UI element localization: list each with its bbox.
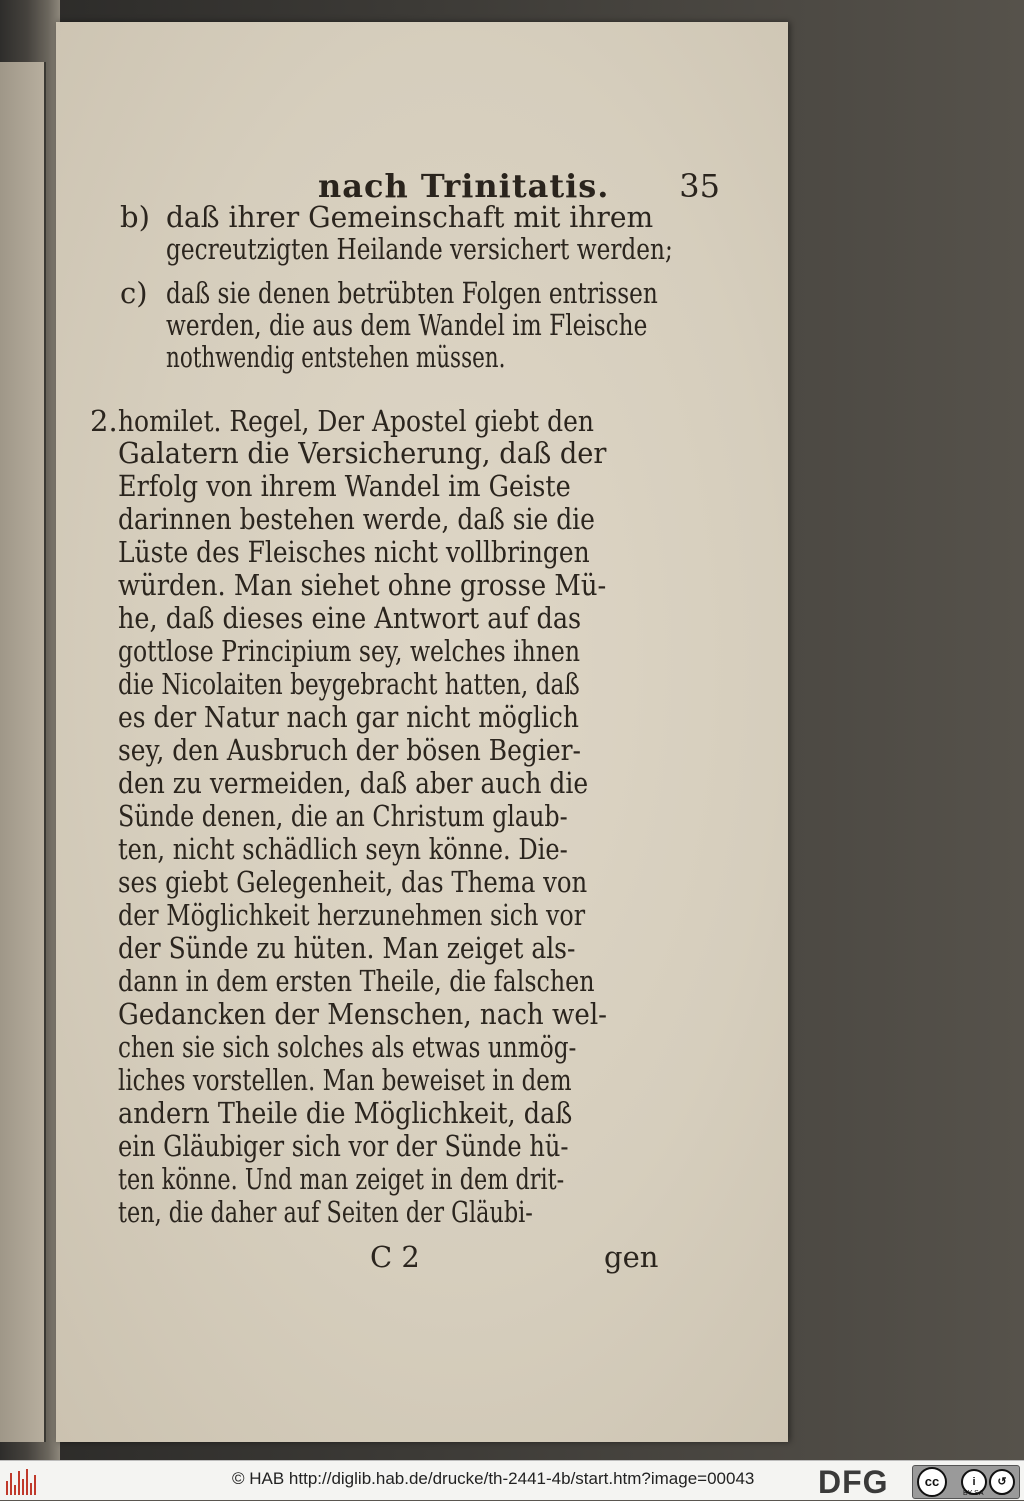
section-line: der Möglichkeit herzunehmen sich vor (118, 898, 586, 932)
dfg-logo: DFG (818, 1464, 889, 1500)
section-line: dann in dem ersten Theile, die falschen (118, 964, 595, 998)
signature-mark: C 2 (370, 1240, 420, 1274)
section-line: gottlose Principium sey, welches ihnen (118, 634, 580, 668)
section-line: der Sünde zu hüten. Man zeiget als- (118, 931, 576, 965)
section-line: Sünde denen, die an Christum glaub- (118, 799, 568, 833)
section-line: he, daß dieses eine Antwort auf das (118, 601, 582, 635)
section-line: würden. Man siehet ohne grosse Mü- (118, 568, 607, 602)
viewer-footer (0, 1460, 1024, 1500)
running-title: nach Trinitatis. (318, 167, 610, 205)
section-line: ten, nicht schädlich seyn könne. Die- (118, 832, 568, 866)
section-line: homilet. Regel, Der Apostel giebt den (118, 404, 594, 438)
section-line: ses giebt Gelegenheit, das Thema von (118, 865, 588, 899)
section-line: andern Theile die Möglichkeit, daß (118, 1096, 573, 1130)
item-c-line-2: werden, die aus dem Wandel im Fleische (166, 308, 648, 342)
cc-icon: cc (917, 1467, 947, 1497)
attribution-icon: i (961, 1469, 987, 1495)
item-c-label: c) (120, 276, 148, 310)
section-line: Erfolg von ihrem Wandel im Geiste (118, 469, 571, 503)
section-line: Lüste des Fleisches nicht vollbringen (118, 535, 590, 569)
item-c-line-3: nothwendig entstehen müssen. (166, 340, 506, 374)
section-line: Gedancken der Menschen, nach wel- (118, 997, 607, 1031)
item-b-label: b) (120, 200, 150, 234)
section-line: chen sie sich solches als etwas unmög- (118, 1030, 577, 1064)
section-line: sey, den Ausbruch der bösen Begier- (118, 733, 581, 767)
item-b-line-2: gecreutzigten Heilande versichert werden; (166, 232, 673, 266)
cc-license-badge[interactable] (912, 1465, 1020, 1499)
section-line: liches vorstellen. Man beweiset in dem (118, 1063, 572, 1097)
section-line: ten könne. Und man zeiget in dem drit- (118, 1162, 565, 1196)
section-line: es der Natur nach gar nicht möglich (118, 700, 579, 734)
catchword: gen (604, 1240, 659, 1274)
section-line: Galatern die Versicherung, daß der (118, 436, 607, 470)
section-line: ein Gläubiger sich vor der Sünde hü- (118, 1129, 569, 1163)
section-line: ten, die daher auf Seiten der Gläubi- (118, 1195, 533, 1229)
item-b-line-1: daß ihrer Gemeinschaft mit ihrem (166, 200, 654, 234)
section-line: die Nicolaiten beygebracht hatten, daß (118, 667, 580, 701)
share-alike-icon: ↺ (989, 1469, 1015, 1495)
section-line: den zu vermeiden, daß aber auch die (118, 766, 589, 800)
previous-page-edge (0, 62, 46, 1442)
cc-label: BY SA (963, 1490, 984, 1497)
section-line: darinnen bestehen werde, daß sie die (118, 502, 595, 536)
item-c-line-1: daß sie denen betrübten Folgen entrissen (166, 276, 658, 310)
hab-logo-icon (6, 1467, 38, 1495)
section-number: 2. (90, 404, 118, 438)
copyright-link[interactable]: © HAB http://diglib.hab.de/drucke/th-2441-4b/start.htm?image=00043 (232, 1469, 755, 1488)
page-number: 35 (679, 167, 720, 205)
